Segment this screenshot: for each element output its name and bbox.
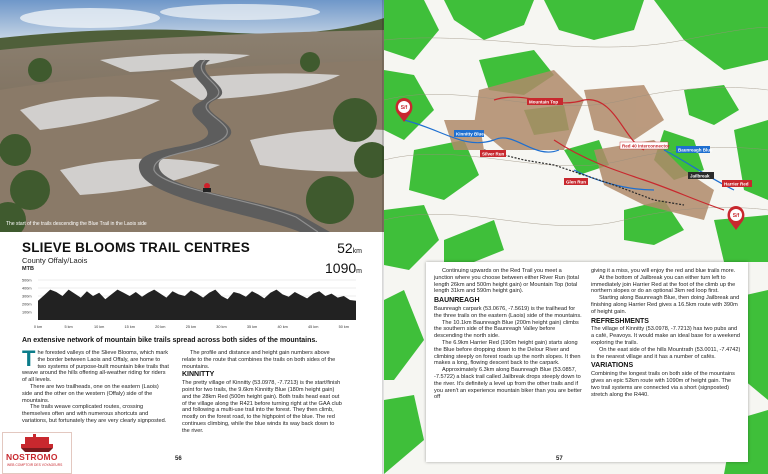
trail-header <box>22 240 360 272</box>
elevation-value: 1090 <box>325 260 357 276</box>
variations-paragraph: Combining the longest trails on both side of the mountains gives an epic 52km route with 1090m of height gain. The two trail systems are connected via a short (signposted) stretch along the R440. <box>591 371 735 398</box>
logo-tagline: WEB COMPTOIR DES VOYAGEURS <box>7 463 63 467</box>
left-column-1 <box>22 346 170 425</box>
page-number-right: 57 <box>556 456 563 462</box>
profile-ytick-label: 100m <box>22 310 32 315</box>
hero-photo <box>0 0 384 232</box>
profile-ytick-label: 300m <box>22 294 32 299</box>
profile-xtick-label: 10 km <box>93 325 105 329</box>
baunreagh-carpark-paragraph: Baunreagh carpark (53.0676, -7.5619) is the trailhead for the three trails on the eastern (Laois) side of the mountains. <box>434 305 582 319</box>
profile-xtick-label: 0 km <box>33 325 43 329</box>
map-label-harrier-red: Harrier Red <box>724 181 749 187</box>
baunreagh-heading: BAUNREAGH <box>434 297 480 305</box>
kinnitty-heading: KINNITTY <box>182 371 215 379</box>
dropcap-letter: T <box>22 346 36 371</box>
map-label-mountain-top: Mountain Top <box>529 99 559 105</box>
start-marker-west-label: S/f <box>400 105 408 111</box>
profile-xtick-label: 25 km <box>185 325 197 329</box>
profile-xtick-label: 30 km <box>216 325 227 329</box>
profile-xtick-label: 5 km <box>64 325 73 329</box>
profile-xtick-label: 15 km <box>124 325 135 329</box>
distance-value: 52 <box>337 240 353 256</box>
jailbreak-paragraph: Approximately 6.3km along Baunreagh Blue (53.0857, -7.5722) a black trail called Jailbreak drops steeply down to the river. It's definitely a level up from the other trails and if you aren't an experience mountain biker than you are better off <box>434 367 582 401</box>
intro-text: he forested valleys of the Slieve Blooms, which mark the border between Laois and Offaly, are home to two systems of purpose-built mountain bike trails that weave around the hills offering all-weather riding for riders of all levels. <box>22 350 169 384</box>
logo-name: NOSTROMO <box>6 452 58 462</box>
harrier-red-paragraph: The 6.9km Harrier Red (190m height gain) starts along the Blue before dropping down to the Delour River and climbing steeply on forest roads up the north slopes. It then makes a long, flowing descent back to the carpark. <box>434 339 581 367</box>
map-label-kinnitty-blue: Kinnitty Blue <box>456 131 484 137</box>
signposted-paragraph: The trails weave complicated routes, crossing themselves often and with numerous shortcuts and variations, but fortunately they are very clearly signposted. <box>22 404 167 424</box>
profile-xtick-label: 20 km <box>155 325 166 329</box>
profile-area <box>38 290 356 320</box>
jailbreak-cont-paragraph: giving it a miss, you will enjoy the red and blue trails more. <box>591 268 736 274</box>
kinnitty-paragraph: The pretty village of Kinnitty (53.0978, -7.7213) is the start/finish point for two trails, the 9.6km Kinnitty Blue (180m height gain) and the 28km Red (500m height gain). Both trails head east out of the village along the R421 before turning right at the GAA club and following a multi-use trail into the forest. They then climb, mostly on the forest road, to the highpoint of the blue. The red continues climbing, while the blue winds its way back down to the river. <box>182 380 342 434</box>
photo-caption: The start of the trails descending the Blue Trail in the Laois side <box>6 221 147 227</box>
map-label-baunreagh-blue: Baunreagh Blue <box>678 147 713 153</box>
trailheads-paragraph: There are two trailheads, one on the eastern (Laois) side and the other on the western (Offaly) side of the mountains. <box>22 383 159 404</box>
variations-heading: VARIATIONS <box>591 362 634 370</box>
left-column-2 <box>182 350 342 435</box>
map-label-jailbreak: Jailbreak <box>690 173 710 179</box>
right-column-1 <box>434 268 582 401</box>
kinnitty-refreshments-paragraph: The village of Kinnitty (53.0978, -7.7213) has two pubs and a café, Peavoys. It would make an ideal base for a weekend exploring the trails. <box>591 326 740 346</box>
baunreagh-blue-paragraph: The 10.1km Baunreagh Blue (200m height gain) climbs the southern side of the Baunreagh Valley before descending the north side. <box>434 319 579 340</box>
elevation-profile-chart <box>22 276 362 332</box>
landscape-photo <box>0 0 384 232</box>
jailbreak-bottom-paragraph: At the bottom of Jailbreak you can either turn left to immediately join Harrier Red at the foot of the climb up the northern slopes or do an optional 3km red loop first. <box>591 274 736 295</box>
profile-xtick-label: 45 km <box>308 325 319 329</box>
right-text-panel <box>426 262 748 462</box>
map-label-glen-run: Glen Run <box>566 179 586 185</box>
refreshments-heading: REFRESHMENTS <box>591 317 649 325</box>
nostromo-logo <box>2 432 72 474</box>
mountrath-paragraph: On the east side of the hills Mountrath (53.0011, -7.4742) is the nearest village and it has a number of cafés. <box>591 346 741 360</box>
profile-ytick-label: 500m <box>22 278 32 283</box>
page-title: SLIEVE BLOOMS TRAIL CENTRES <box>22 240 250 255</box>
route-combo-paragraph: Starting along Baunreagh Blue, then doing Jailbreak and finishing along Harrier Red gives a 16.5km route with 390m of height gain. <box>591 295 740 315</box>
trail-stats <box>325 240 362 280</box>
map-label-silver-run: Silver Run <box>482 151 505 157</box>
distance-stat <box>325 240 362 260</box>
profile-xtick-label: 35 km <box>246 325 258 329</box>
profile-ytick-label: 400m <box>22 286 32 291</box>
page-number-left: 56 <box>175 456 182 462</box>
right-column-2 <box>591 268 741 398</box>
ship-logo-icon <box>3 433 71 453</box>
profile-note-paragraph: The profile and distance and height gain numbers above relate to the route that combines the trails on both sides of the mountains. <box>182 350 336 370</box>
start-marker-east-label: S/f <box>732 213 740 219</box>
profile-xtick-label: 50 km <box>338 325 349 329</box>
county-label: County Offaly/Laois <box>22 256 88 265</box>
elevation-unit: m <box>356 268 362 275</box>
intro-paragraph <box>22 346 170 384</box>
distance-unit: km <box>352 248 362 255</box>
profile-xtick-label: 40 km <box>277 325 288 329</box>
trail-type-label: MTB <box>22 266 34 272</box>
red-trail-junction-paragraph: Continuing upwards on the Red Trail you meet a junction where you choose between either River Run (total length 26km and 500m height gain) or Mountain Top (total length 31km and 590m height gain). <box>434 268 579 295</box>
lead-paragraph: An extensive network of mountain bike trails spread across both sides of the mountains. <box>22 337 318 344</box>
profile-ytick-label: 200m <box>22 302 32 307</box>
map-label-interconnector: Red 40 interconnector <box>622 143 670 149</box>
